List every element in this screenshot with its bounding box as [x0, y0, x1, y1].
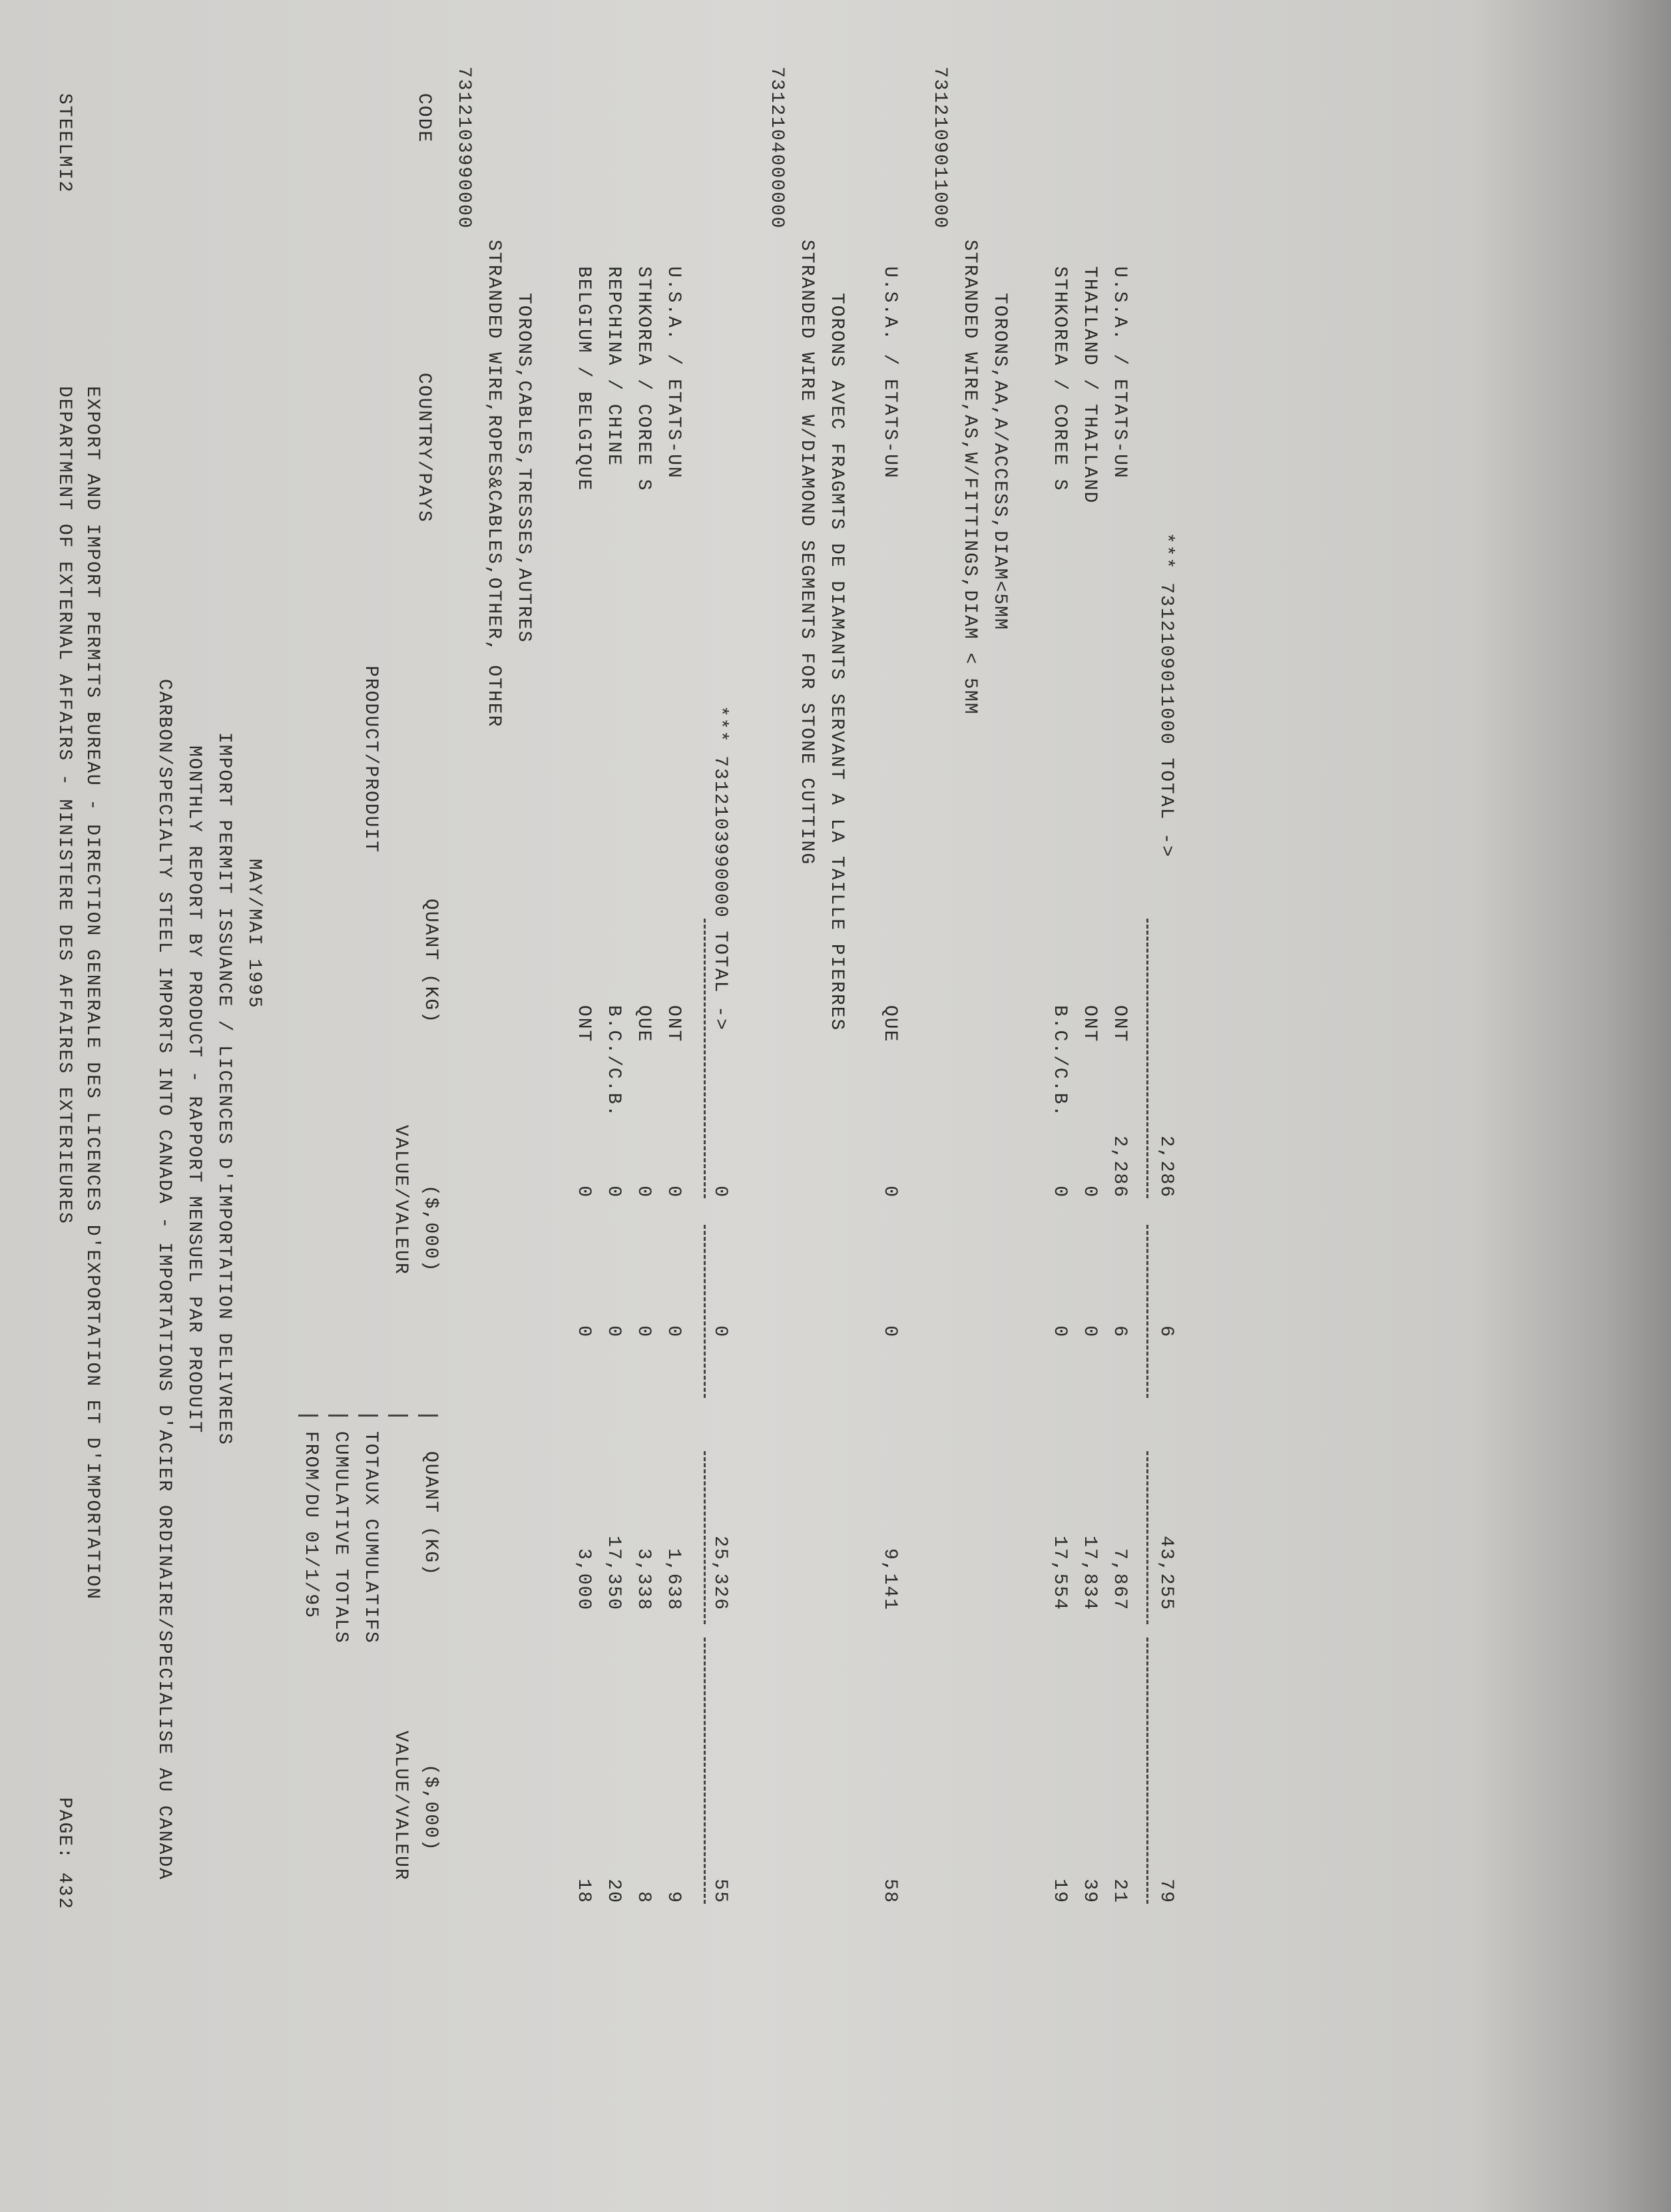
bureau-line: EXPORT AND IMPORT PERMITS BUREAU - DIRECTION GENERALE DES LICENCES D'EXPORTATION ET D'IMPORTATION — [82, 386, 103, 1600]
dashed-rule — [1146, 1638, 1148, 1904]
value-unit-2: ($,000) — [420, 1764, 441, 1852]
section-desc-en: STRANDED WIRE,AS,W/FITTINGS,DIAM < 5MM — [959, 240, 980, 716]
page-number: PAGE: 432 — [54, 1797, 75, 1910]
quant-header-1: QUANT (KG) — [420, 899, 441, 1024]
report-id: STEELMI2 — [54, 93, 75, 194]
rotated-report-sheet: STEELMI2 DEPARTMENT OF EXTERNAL AFFAIRS - MINISTERE DES AFFAIRES EXTERIEURES PAGE: 432 EXPORT AND IMPORT PERMITS BUREAU - DIRECTION GENERALE DES LICENCES D'EXPORTATION ET D'IMPORTATION CARBON/SPECIALTY STEEL IMPORTS INTO CANADA - IMPORTATIONS D'ACIER ORDINAIRE/SPECIALISE AU CANADA MONTHLY REPORT BY PRODUCT - RAPPORT MENSUEL PAR PRODUIT IMPORT PERMIT ISSUANCE / LICENCES D'IMPORTATION DELIVREES MAY/MAI 1995 FROM/DU 01/1/95 CUMULATIVE TOTALS TOTAUX CUMULATIFS VALUE/VALEUR VALUE/VALEUR PRODUCT/PRODUIT CODE COUNTRY/PAYS QUANT (KG) ($,000) QUANT (KG) ($,000) 7312103990000 STRANDED WIRE,ROPES&CABLES,OTHER, OTHER TORONS,CABLES,TRESSES,AUTRES BELGIUM / BELGIQUE ONT 0 0 3,000 18 REPCHINA / CHINE B.C./C.B. 0 0 17,350 20 STHKOREA / COREE S QUE 0 0 3,338 8 U.S.A. / ETATS-UN ONT 0 0 1,638 9 *** 7312103990000 TOTAL -> 0 0 25,326 55 7312104000000 STRANDED WIRE W/DIAMOND SEGMENTS FOR STONE CUTTING TORONS AVEC FRAGMTS DE DIAMANTS SERVANT A LA TAILLE PIERRES U.S.A. / ETATS-UN QUE 0 0 9,141 58 7312109011000 STRANDED WIRE,AS,W/FITTINGS,DIAM < 5MM TORONS,AA,A/ACCESS,DIAM<5MM STHKOREA / COREE S B.C./C.B. 0 0 17,554 19 THAILAND / THAILAND ONT 0 0 17,834 39 U.S.A. / ETATS-UN ONT 2,286 6 7,867 21 *** 7312109011000 TOTAL -> 2,286 6 43,255 79 — [54, 67, 1176, 1910]
dashed-rule — [1146, 919, 1148, 1198]
dashed-rule — [1146, 1451, 1148, 1624]
section-code: 7312103990000 — [453, 67, 474, 230]
section-desc-fr: TORONS AVEC FRAGMTS DE DIAMANTS SERVANT A LA TAILLE PIERRES — [826, 293, 847, 1032]
section-desc-fr: TORONS,CABLES,TRESSES,AUTRES — [513, 293, 534, 644]
dashed-rule — [704, 919, 706, 1198]
dept-line: DEPARTMENT OF EXTERNAL AFFAIRS - MINISTERE DES AFFAIRES EXTERIEURES — [54, 386, 75, 1225]
column-separator — [358, 1415, 378, 1417]
report-period: MAY/MAI 1995 — [244, 859, 264, 1009]
column-separator — [298, 1415, 318, 1417]
dashed-rule — [704, 1638, 706, 1904]
dashed-rule — [704, 1451, 706, 1624]
column-separator — [418, 1415, 438, 1417]
country-header: COUNTRY/PAYS — [413, 373, 434, 523]
section-desc-en: STRANDED WIRE W/DIAMOND SEGMENTS FOR STONE CUTTING — [796, 240, 817, 866]
section-code: 7312109011000 — [929, 67, 950, 230]
report-title: CARBON/SPECIALTY STEEL IMPORTS INTO CANADA - IMPORTATIONS D'ACIER ORDINAIRE/SPECIALISE AU CANADA — [154, 679, 174, 1881]
column-separator — [328, 1415, 348, 1417]
cumulative-totals-fr: TOTAUX CUMULATIFS — [360, 1431, 381, 1644]
dashed-rule — [1146, 1225, 1148, 1398]
value-header-2: VALUE/VALEUR — [390, 1731, 411, 1881]
value-header-1: VALUE/VALEUR — [390, 1125, 411, 1275]
product-header: PRODUCT/PRODUIT — [360, 666, 381, 854]
cumulative-totals: CUMULATIVE TOTALS — [330, 1431, 351, 1644]
section-desc-fr: TORONS,AA,A/ACCESS,DIAM<5MM — [989, 293, 1010, 631]
quant-header-2: QUANT (KG) — [420, 1451, 441, 1577]
from-date: FROM/DU 01/1/95 — [300, 1431, 321, 1620]
report-subtitle-2: IMPORT PERMIT ISSUANCE / LICENCES D'IMPORTATION DELIVREES — [214, 732, 234, 1446]
code-header: CODE — [413, 93, 434, 144]
section-code: 7312104000000 — [766, 67, 787, 230]
value-unit-1: ($,000) — [420, 1185, 441, 1273]
report-subtitle: MONTHLY REPORT BY PRODUCT - RAPPORT MENSUEL PAR PRODUIT — [184, 746, 204, 1435]
section-desc-en: STRANDED WIRE,ROPES&CABLES,OTHER, OTHER — [483, 240, 504, 728]
column-separator — [388, 1415, 408, 1417]
dashed-rule — [704, 1225, 706, 1398]
